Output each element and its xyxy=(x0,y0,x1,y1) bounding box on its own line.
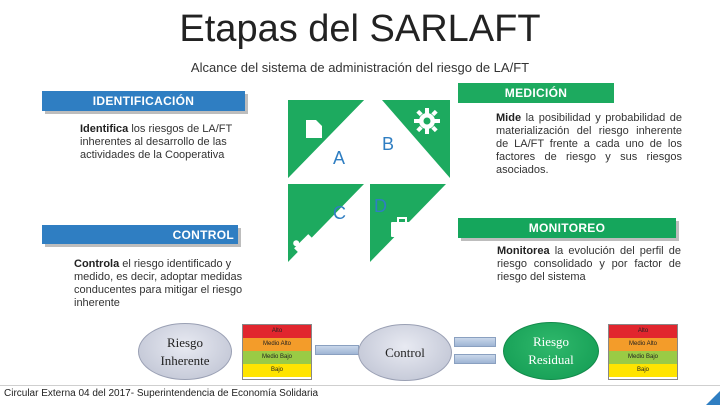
footer-citation: Circular Externa 04 del 2017- Superintendencia de Economía Solidaria xyxy=(4,388,319,399)
level-alto: Alto xyxy=(243,325,311,338)
level-medio-bajo: Medio Bajo xyxy=(609,351,677,364)
monitoreo-description xyxy=(497,245,681,284)
identificacion-tab xyxy=(42,91,245,111)
puzzle-icon xyxy=(288,228,320,260)
level-medio-alto: Medio Alto xyxy=(609,338,677,351)
riesgo-residual-label: Riesgo Residual xyxy=(528,334,574,367)
page-title: Etapas del SARLAFT xyxy=(179,8,541,50)
level-alto: Alto xyxy=(609,325,677,338)
control-verb: Controla xyxy=(74,258,120,270)
footer-divider xyxy=(0,385,720,386)
control-description xyxy=(74,258,262,310)
identificacion-verb: Identifica xyxy=(80,123,129,135)
identificacion-label: IDENTIFICACIÓN xyxy=(92,94,195,108)
medicion-tab xyxy=(458,83,614,103)
quadrant-c-letter: C xyxy=(333,203,346,223)
identificacion-description xyxy=(80,123,256,162)
level-medio-alto: Medio Alto xyxy=(243,338,311,351)
page-subtitle: Alcance del sistema de administración del riesgo de LA/FT xyxy=(190,60,530,75)
control-text: el riesgo identificado y medido, es decir, adoptar medidas conducentes para mitigar el riesgo inherente xyxy=(74,258,243,309)
level-bajo: Bajo xyxy=(243,364,311,377)
medicion-description xyxy=(496,112,682,177)
monitoreo-tab xyxy=(458,218,676,238)
control-pill xyxy=(358,324,452,381)
corner-accent xyxy=(706,391,720,405)
monitoreo-text: la evolución del perfil de riesgo consolidado y por factor de riesgo del sistema xyxy=(497,245,681,283)
quadrant-d-letter: D xyxy=(374,196,387,216)
medicion-verb: Mide xyxy=(496,112,522,124)
level-bajo: Bajo xyxy=(609,364,677,377)
level-medio-bajo: Medio Bajo xyxy=(243,351,311,364)
briefcase-icon xyxy=(388,215,416,239)
flow-arrow-2 xyxy=(454,337,496,347)
flow-arrow-3 xyxy=(454,354,496,364)
quadrant-a-letter: A xyxy=(333,148,346,168)
control-pill-label: Control xyxy=(385,344,425,360)
riesgo-residual-pill xyxy=(503,322,599,380)
gear-icon xyxy=(412,106,442,136)
document-icon xyxy=(302,117,326,141)
quadrant-b-letter: B xyxy=(382,134,395,154)
medicion-label: MEDICIÓN xyxy=(504,86,568,100)
control-label: CONTROL xyxy=(172,227,234,242)
identificacion-text: los riesgos de LA/FT inherentes al desarrollo de las actividades de la Cooperativa xyxy=(80,123,233,161)
risk-levels-residual xyxy=(608,324,678,380)
control-tab xyxy=(42,225,238,244)
monitoreo-label: MONITOREO xyxy=(528,221,606,235)
riesgo-inherente-label: Riesgo Inherente xyxy=(160,334,210,368)
risk-levels-inherente xyxy=(242,324,312,380)
medicion-text: la posibilidad y probabilidad de materialización del riesgo inherente de LA/FT frente a cada uno de los factores de riesgo y sus riesgos asociados. xyxy=(496,112,682,176)
flow-arrow-1 xyxy=(315,345,359,355)
monitoreo-verb: Monitorea xyxy=(497,245,550,257)
riesgo-inherente-pill xyxy=(138,323,232,380)
